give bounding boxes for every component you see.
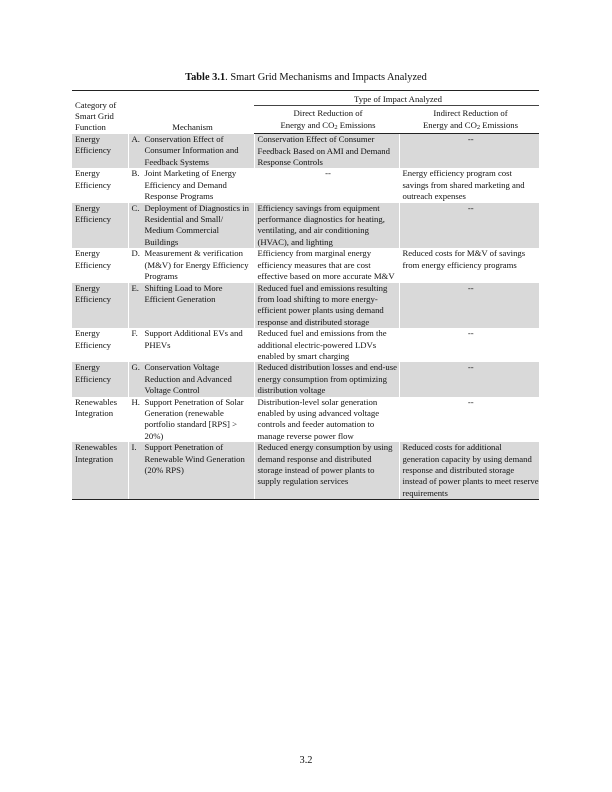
cell-category: Energy Efficiency [72, 283, 128, 329]
mechanism-text: Joint Marketing of Energy Efficiency and Demand Response Programs [144, 168, 237, 202]
header-row-top [72, 91, 539, 106]
cell-mechanism [128, 248, 254, 282]
cell-mechanism [128, 283, 254, 329]
header-type-of-impact-label: Type of Impact Analyzed [354, 94, 442, 104]
header-mechanism [128, 91, 254, 134]
header-direct-line-1: Direct Reduction of [293, 108, 363, 119]
header-direct [254, 106, 399, 134]
header-indirect-line-2: Energy and $CO_2$ Emissions [422, 119, 519, 131]
cell-indirect: Reduced costs for additional generation capacity by using demand response and distributed storage instead of power plants to meet reserve requirements [399, 442, 539, 500]
cell-mechanism [128, 397, 254, 443]
cell-direct: Reduced energy consumption by using demand response and distributed storage instead of power plants to supply regulation services [254, 442, 399, 500]
table-row [72, 203, 539, 249]
cell-category: Energy Efficiency [72, 362, 128, 396]
cell-mechanism [128, 328, 254, 362]
cell-mechanism [128, 203, 254, 249]
cell-indirect: -- [399, 283, 539, 329]
cell-indirect: -- [399, 328, 539, 362]
cell-direct: Efficiency savings from equipment performance diagnostics for heating, ventilating, and air conditioning (HVAC), and lighting [254, 203, 399, 249]
table-caption [0, 72, 612, 83]
cell-category: Renewables Integration [72, 442, 128, 500]
table-row [72, 168, 539, 202]
mechanism-letter: B. [131, 168, 140, 179]
cell-direct: Efficiency from marginal energy efficiency measures that are cost effective based on more accurate M&V [254, 248, 399, 282]
cell-mechanism [128, 362, 254, 396]
cell-category: Energy Efficiency [75, 328, 112, 350]
mechanism-text: Support Additional EVs and PHEVs [144, 328, 243, 350]
cell-indirect: Energy efficiency program cost savings from shared marketing and outreach expenses [399, 168, 539, 202]
cell-mechanism [128, 442, 254, 500]
table-row [72, 397, 539, 443]
header-category-line-2: Smart Grid [75, 110, 114, 121]
table-row [72, 362, 539, 396]
cell-direct: Reduced fuel and emissions resulting from load shifting to more energy-efficient power plants using demand response and distributed storage [254, 283, 399, 329]
cell-indirect: Reduced costs for M&V of savings from energy efficiency programs [399, 248, 539, 282]
cell-indirect: -- [399, 203, 539, 249]
cell-category: Energy Efficiency [75, 168, 112, 190]
mechanism-text: Support Penetration of Renewable Wind Generation (20% RPS) [144, 442, 245, 475]
header-indirect [399, 106, 539, 134]
table-row [72, 442, 539, 500]
table-row [72, 328, 539, 362]
mechanism-text: Support Penetration of Solar Generation (renewable portfolio standard [RPS] > 20%) [144, 396, 244, 441]
mechanism-letter: I. [131, 442, 137, 453]
header-category [72, 91, 128, 134]
mechanism-text: Conservation Effect of Consumer Information and Feedback Systems [144, 133, 239, 167]
cell-indirect: -- [399, 134, 539, 169]
mechanism-letter: E. [131, 282, 139, 293]
cell-indirect: -- [399, 362, 539, 396]
mechanism-letter: C. [131, 202, 140, 213]
mechanisms-table [72, 90, 539, 500]
cell-category: Energy Efficiency [72, 134, 128, 169]
mechanism-letter: D. [131, 248, 140, 259]
header-indirect-line-1: Indirect Reduction of [433, 108, 508, 119]
cell-direct: -- [254, 168, 399, 202]
cell-category: Energy Efficiency [75, 248, 112, 270]
table-title: . Smart Grid Mechanisms and Impacts Analyzed [225, 72, 427, 83]
page-number: 3.2 [299, 755, 313, 766]
cell-direct: Reduced fuel and emissions from the additional electric-powered LDVs enabled by smart charging [254, 328, 399, 362]
cell-category: Renewables Integration [75, 396, 117, 418]
mechanism-letter: G. [131, 362, 140, 373]
header-mechanism-label: Mechanism [172, 122, 213, 133]
cell-mechanism [128, 168, 254, 202]
mechanism-text: Shifting Load to More Efficient Generation [144, 282, 223, 304]
cell-direct: Reduced distribution losses and end-use energy consumption from optimizing distribution voltage [254, 362, 399, 396]
header-category-line-3: Function [75, 122, 106, 133]
mechanism-text: Conservation Voltage Reduction and Advanced Voltage Control [144, 362, 232, 396]
cell-category: Energy Efficiency [72, 203, 128, 249]
table-row [72, 134, 539, 169]
mechanism-text: Deployment of Diagnostics in Residential and Small/ Medium Commercial Buildings [144, 202, 249, 247]
mechanism-letter: F. [131, 328, 138, 339]
mechanism-letter: H. [131, 396, 140, 407]
cell-mechanism [128, 134, 254, 169]
table-row [72, 283, 539, 329]
table-row [72, 248, 539, 282]
mechanism-text: Measurement & verification (M&V) for Energy Efficiency Programs [144, 248, 249, 282]
cell-direct: Conservation Effect of Consumer Feedback Based on AMI and Demand Response Controls [254, 134, 399, 169]
header-direct-line-2: Energy and $CO_2$ Emissions [280, 119, 376, 131]
cell-indirect: -- [399, 397, 539, 443]
header-type-of-impact [254, 91, 539, 106]
cell-direct: Distribution-level solar generation enabled by using advanced voltage controls and feeder automation to manage reverse power flow [254, 397, 399, 443]
table-number: Table 3.1 [185, 72, 226, 83]
mechanism-letter: A. [131, 133, 140, 144]
header-category-line-1: Category of [75, 99, 117, 110]
